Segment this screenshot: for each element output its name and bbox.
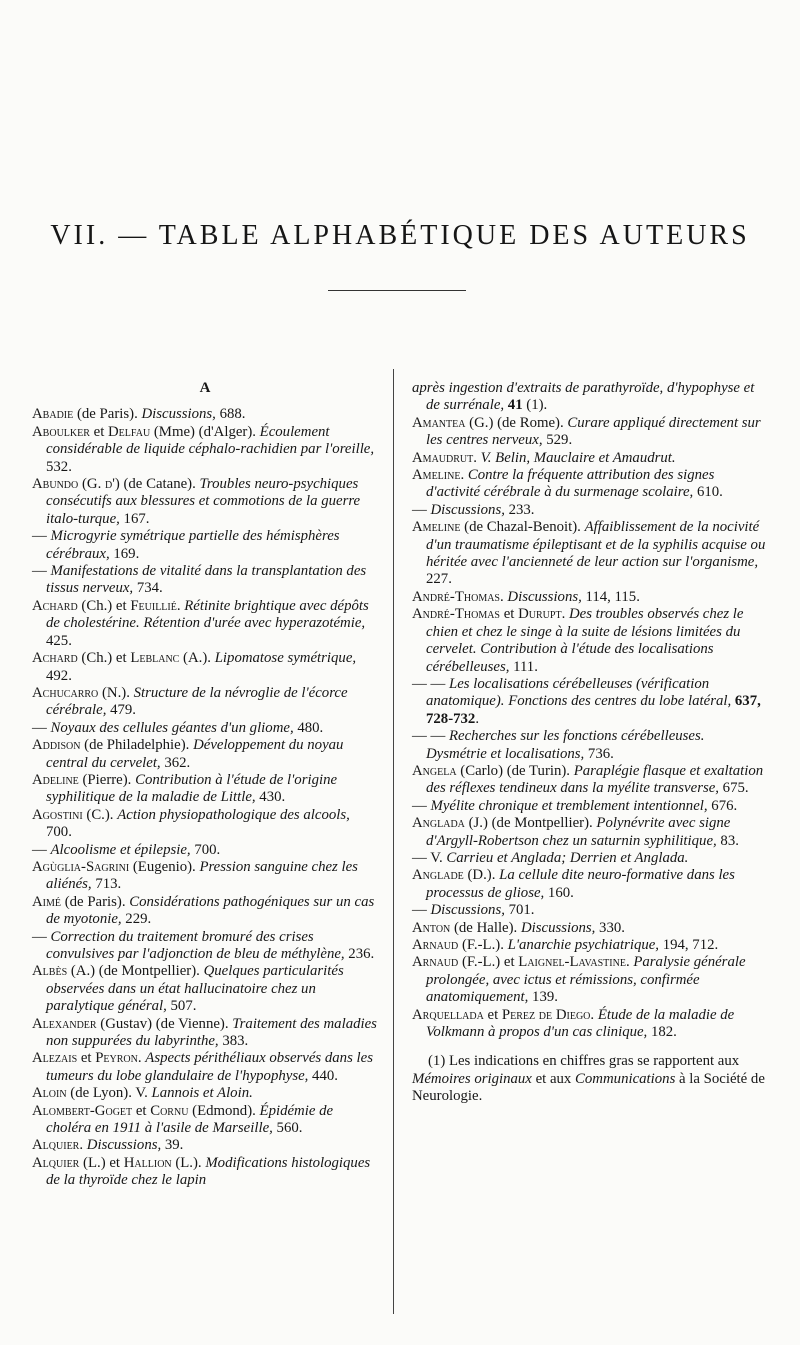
author-name: Aimé <box>32 893 62 910</box>
entry-text: 480. <box>293 719 324 736</box>
entry-title: Étude de la maladie de Volkmann à propos d'un cas clinique, <box>426 1006 735 1041</box>
entry-text: (A.). <box>179 650 215 667</box>
author-name: Aloin <box>32 1085 67 1102</box>
entry-text: — — <box>412 728 449 745</box>
entry-title: Polynévrite avec signe d'Argyll-Robertson chez un saturnin syphilitique, <box>426 815 731 849</box>
author-name: Perez de Diego <box>501 1006 591 1023</box>
entry-text: . <box>79 1137 87 1154</box>
entry-text: (G. <box>78 476 105 493</box>
author-name: Leblanc <box>130 650 180 667</box>
index-entry <box>32 807 378 842</box>
entry-text: (1). <box>522 397 548 414</box>
author-name: Cornu <box>150 1102 189 1119</box>
index-entry <box>32 859 378 894</box>
entry-text: . <box>176 597 185 614</box>
index-entry <box>32 563 378 598</box>
index-entry <box>32 1103 378 1138</box>
author-name: Arquellada <box>412 1006 484 1023</box>
entry-text: — <box>412 501 431 518</box>
index-entry <box>32 1137 378 1154</box>
entry-text: 430. <box>255 789 286 806</box>
entry-text: (D.). <box>463 867 500 884</box>
index-entry <box>32 737 378 772</box>
entry-title: Troubles neuro-psychiques consécutifs aux blessures et commotions de la guerre italo-turque, <box>46 476 361 527</box>
entry-text: 39. <box>161 1137 184 1154</box>
entry-text: (C.). <box>82 806 118 823</box>
entry-text: 734. <box>133 580 163 597</box>
index-entry <box>412 502 767 519</box>
left-entries <box>32 406 378 1189</box>
author-name: Ameline <box>412 467 461 484</box>
entry-title: Traitement des maladies non suppurées du labyrinthe, <box>46 1015 377 1050</box>
entry-text: . <box>475 710 480 727</box>
index-entry <box>32 772 378 807</box>
title-rule <box>328 290 466 291</box>
entry-text: 675. <box>718 780 749 797</box>
index-entry <box>412 815 767 850</box>
entry-text: (de Chazal-Benoit). <box>460 519 585 536</box>
left-column <box>32 380 378 1190</box>
author-name: Delfau <box>108 423 151 440</box>
author-name: Alombert-Goget <box>32 1102 133 1119</box>
author-name: Alquier <box>32 1137 80 1154</box>
entry-title: Considérations pathogéniques sur un cas de myotonie, <box>46 893 375 928</box>
entry-text: (F.-L.). <box>458 937 508 953</box>
right-entries <box>412 380 767 1041</box>
entry-text: 236. <box>344 946 375 962</box>
author-name: André-Thomas <box>412 588 500 605</box>
entry-text: — <box>412 902 431 919</box>
entry-text: 330. <box>595 919 625 936</box>
index-entry <box>32 963 378 1015</box>
index-entry <box>412 763 767 798</box>
author-name: Hallion <box>123 1154 172 1171</box>
entry-text: 440. <box>308 1067 338 1084</box>
entry-title: Discussions, <box>430 902 505 919</box>
entry-title: Carrieu et Anglada; Derrien et Anglada. <box>446 849 689 866</box>
index-entry <box>32 1155 378 1190</box>
entry-text: 362. <box>160 754 191 771</box>
entry-title: Discussions, <box>507 588 582 605</box>
entry-title: Paralysie générale prolongée, avec ictus et rémissions, confirmée anatomiquement, <box>426 954 746 1006</box>
right-column <box>412 380 767 1106</box>
entry-text: 111. <box>509 658 538 675</box>
index-entry <box>412 589 767 606</box>
index-entry <box>32 476 378 528</box>
index-entry <box>412 606 767 676</box>
entry-title: Correction du traitement bromuré des crises convulsives par l'adjonction de bleu de méthylène, <box>46 928 345 962</box>
index-entry <box>412 850 767 867</box>
author-name: Alquier <box>32 1154 80 1171</box>
entry-title: Affaiblissement de la nocivité d'un traumatisme épileptisant et de la syphilis acquise ou héritée avec l'ancienneté de leur action sur l'organisme, <box>426 519 766 571</box>
index-entry <box>412 380 767 415</box>
author-name: Alexander <box>32 1015 97 1032</box>
author-name: Anglade <box>412 867 464 884</box>
entry-text: — <box>32 528 51 545</box>
entry-text: 83. <box>716 832 739 849</box>
entry-text: 182. <box>647 1024 677 1041</box>
entry-text: (de Halle). <box>450 919 521 936</box>
entry-text: 383. <box>218 1033 249 1050</box>
entry-title: Microgyrie symétrique partielle des hémisphères cérébraux, <box>46 528 340 562</box>
entry-text: — <box>32 841 51 858</box>
index-entry <box>32 650 378 685</box>
entry-text: et <box>77 1050 96 1067</box>
entry-text: à la Société de Neurologie. <box>412 1070 765 1105</box>
author-name: Anton <box>412 919 451 936</box>
index-entry <box>412 920 767 937</box>
entry-text: 229. <box>121 911 152 928</box>
entry-text: 529. <box>542 432 573 449</box>
author-name: Abundo <box>32 476 79 493</box>
entry-title: Pression sanguine chez les aliénés, <box>46 858 358 893</box>
author-name: Feuillié <box>130 597 177 614</box>
entry-text: (Eugenio). <box>129 858 200 875</box>
entry-text: (L.). <box>171 1154 206 1171</box>
author-name: Achard <box>32 650 78 667</box>
author-name: Agùglia-Sagrini <box>32 858 130 875</box>
entry-text: 227. <box>426 571 452 588</box>
entry-text: (Pierre). <box>78 771 136 788</box>
entry-text: (de Lyon). V. <box>66 1085 152 1102</box>
entry-text: (Edmond). <box>188 1102 260 1119</box>
entry-title: Rétinite brightique avec dépôts de cholestérine. Rétention d'urée avec hyperazotémie, <box>46 597 369 632</box>
section-letter: A <box>199 380 211 396</box>
entry-text: 676. <box>707 797 738 814</box>
author-name: Durupt <box>518 606 562 623</box>
entry-text: et <box>483 1006 502 1023</box>
entry-text: 194, 712. <box>659 937 719 953</box>
index-entry <box>412 798 767 815</box>
entry-text: (1) Les indications en chiffres gras se rapportent aux <box>428 1053 740 1070</box>
entry-text: 713. <box>91 876 122 893</box>
entry-text: (F.-L.) et <box>458 954 519 971</box>
author-name: Angela <box>412 762 457 779</box>
entry-title: Recherches sur les fonctions cérébelleuses. Dysmétrie et localisations, <box>426 728 705 762</box>
author-name: André-Thomas <box>412 606 500 623</box>
entry-text: (J.) (de Montpellier). <box>464 815 597 832</box>
index-entry <box>32 1085 378 1102</box>
page-ref-bold: 637, 728-732 <box>426 693 761 727</box>
entry-text: . <box>500 588 508 605</box>
author-name: Peyron <box>95 1050 138 1067</box>
index-entry <box>412 415 767 450</box>
index-entry <box>412 902 767 919</box>
entry-title: Épidémie de choléra en 1911 à l'asile de Marseille, <box>46 1102 334 1137</box>
entry-title: Aspects périthéliaux observés dans les tumeurs du lobe glandulaire de l'hypophyse, <box>46 1050 373 1084</box>
entry-title: Mémoires originaux <box>412 1070 532 1087</box>
author-name: Arnaud <box>412 954 459 971</box>
entry-title: Écoulement considérable de liquide céphalo-rachidien par l'oreille, <box>46 423 375 458</box>
entry-title: Les localisations cérébelleuses (vérification anatomique). Fonctions des centres du lobe latéral, <box>426 675 732 710</box>
index-entry <box>32 929 378 964</box>
author-name: Agostini <box>32 806 83 823</box>
entry-text: . <box>561 606 569 623</box>
entry-text: (A.) (de Montpellier). <box>67 963 204 980</box>
entry-title: après ingestion d'extraits de parathyroïde, d'hypophyse et de surrénale, <box>412 380 755 414</box>
entry-text: 532. <box>46 458 72 475</box>
author-name: Aboulker <box>32 423 90 440</box>
entry-title: Alcoolisme et épilepsie, <box>50 841 191 858</box>
author-name: Achucarro <box>32 684 99 701</box>
index-entry <box>32 1050 378 1085</box>
page-ref-bold: 41 <box>507 397 523 414</box>
index-entry <box>412 1007 767 1042</box>
author-name: Abadie <box>32 406 74 423</box>
entry-text: (de Paris). <box>73 406 142 423</box>
entry-title: Discussions, <box>141 406 216 423</box>
column-divider <box>393 369 394 1314</box>
index-entry <box>412 867 767 902</box>
entry-text: 169. <box>109 545 140 562</box>
entry-text: 700. <box>46 824 72 841</box>
entry-text: — <box>32 928 51 945</box>
entry-title: Action physiopathologique des alcools, <box>117 806 350 823</box>
entry-title: Lannois et Aloin. <box>151 1085 253 1102</box>
entry-title: Modifications histologiques de la thyroïde chez le lapin <box>46 1154 371 1189</box>
author-name: Amaudrut <box>412 449 474 466</box>
entry-text: (de Paris). <box>61 893 130 910</box>
index-entry <box>32 842 378 859</box>
entry-text: . <box>460 467 468 484</box>
entry-text: et <box>500 606 519 623</box>
entry-title: Lipomatose symétrique, <box>214 650 357 667</box>
entry-text: 167. <box>119 510 150 527</box>
entry-title: Quelques particularités observées dans un état hallucinatoire chez un paralytique général, <box>46 963 344 1015</box>
entry-title: Curare appliqué directement sur les centres nerveux, <box>426 414 761 449</box>
entry-text: — V. <box>412 849 447 866</box>
entry-title: Contre la fréquente attribution des signes d'activité cérébrale à du surmenage scolaire, <box>426 467 715 501</box>
entry-text: (N.). <box>98 684 134 701</box>
author-name: Achard <box>32 597 78 614</box>
entry-text: et aux <box>531 1070 576 1087</box>
index-entry <box>412 954 767 1006</box>
index-entry <box>32 528 378 563</box>
entry-title: Contribution à l'étude de l'origine syphilitique de la maladie de Little, <box>46 771 338 806</box>
entry-text: 160. <box>544 884 574 901</box>
entry-title: Discussions, <box>520 919 596 936</box>
entry-title: Structure de la névroglie de l'écorce cérébrale, <box>46 684 348 719</box>
index-entry <box>32 720 378 737</box>
entry-text: . <box>625 954 634 971</box>
entry-text: ) (de Catane). <box>114 476 200 493</box>
index-entry <box>32 406 378 423</box>
index-entry <box>412 519 767 589</box>
entry-title: Communications <box>575 1070 676 1087</box>
entry-title: L'anarchie psychiatrique, <box>507 937 660 953</box>
entry-title: Développement du noyau central du cervelet, <box>46 737 344 771</box>
entry-title: Discussions, <box>430 501 505 518</box>
entry-text: — <box>32 719 51 736</box>
index-entry <box>32 894 378 929</box>
entry-text: 425. <box>46 632 72 649</box>
entry-text: et <box>132 1102 151 1119</box>
author-name: Addison <box>32 737 81 754</box>
author-name: Amantea <box>412 414 466 431</box>
index-entry <box>412 676 767 728</box>
entry-text: 700. <box>190 841 221 858</box>
entry-text: 139. <box>528 989 558 1006</box>
footnote <box>412 1053 767 1105</box>
index-entry <box>412 467 767 502</box>
entry-text: — <box>32 563 51 580</box>
index-entry <box>32 685 378 720</box>
index-entry <box>412 728 767 763</box>
entry-text: — <box>412 797 431 814</box>
entry-title: V. Belin, Mauclaire et Amaudrut. <box>480 449 676 466</box>
page-title: VII. — TABLE ALPHABÉTIQUE DES AUTEURS <box>50 220 750 251</box>
entry-text: . <box>590 1006 598 1023</box>
entry-text: 479. <box>106 702 136 719</box>
entry-text: (Gustav) (de Vienne). <box>96 1015 233 1032</box>
entry-text: 507. <box>166 998 197 1015</box>
entry-text: (L.) et <box>79 1154 124 1171</box>
entry-text: (Ch.) et <box>77 597 131 614</box>
entry-text: . <box>137 1050 146 1067</box>
index-entry <box>412 937 767 954</box>
entry-text: 233. <box>504 501 535 518</box>
entry-text: 560. <box>272 1120 303 1137</box>
author-name: d' <box>104 476 115 493</box>
entry-text: 114, 115. <box>581 588 640 605</box>
entry-text: 688. <box>215 406 246 423</box>
index-entry <box>32 1016 378 1051</box>
author-name: Anglada <box>412 815 465 832</box>
author-name: Adeline <box>32 771 79 788</box>
entry-title: Discussions, <box>86 1137 162 1154</box>
index-entry <box>412 450 767 467</box>
entry-title: Myélite chronique et tremblement intentionnel, <box>430 797 708 814</box>
entry-text: . <box>473 449 481 466</box>
author-name: Alezais <box>32 1050 78 1067</box>
entry-text: (Ch.) et <box>77 650 131 667</box>
entry-title: Paraplégie flasque et exaltation des réflexes tendineux dans la myélite transverse, <box>426 762 764 797</box>
entry-text: 610. <box>693 484 723 501</box>
author-name: Arnaud <box>412 937 459 953</box>
index-entry <box>32 598 378 650</box>
entry-text: — — <box>412 675 449 692</box>
author-name: Albès <box>32 963 68 980</box>
entry-title: Des troubles observés chez le chien et chez le singe à la suite de lésions limitées du cervelet. Contribution à l'étude des localisations cérébelleuses, <box>426 606 744 675</box>
entry-text: 492. <box>46 667 72 684</box>
index-entry <box>32 424 378 476</box>
entry-text: et <box>89 423 108 440</box>
entry-text: (de Philadelphie). <box>80 737 194 754</box>
entry-text: (Carlo) (de Turin). <box>456 762 574 779</box>
entry-text: 701. <box>504 902 535 919</box>
author-name: Ameline <box>412 519 461 536</box>
entry-text: (Mme) (d'Alger). <box>150 423 260 440</box>
author-name: Laignel-Lavastine <box>518 954 626 971</box>
entry-text: (G.) (de Rome). <box>465 414 568 431</box>
entry-title: La cellule dite neuro-formative dans les processus de gliose, <box>426 867 735 901</box>
entry-text: 736. <box>584 745 614 762</box>
entry-title: Noyaux des cellules géantes d'un gliome, <box>50 719 294 736</box>
entry-title: Manifestations de vitalité dans la transplantation des tissus nerveux, <box>46 563 367 597</box>
